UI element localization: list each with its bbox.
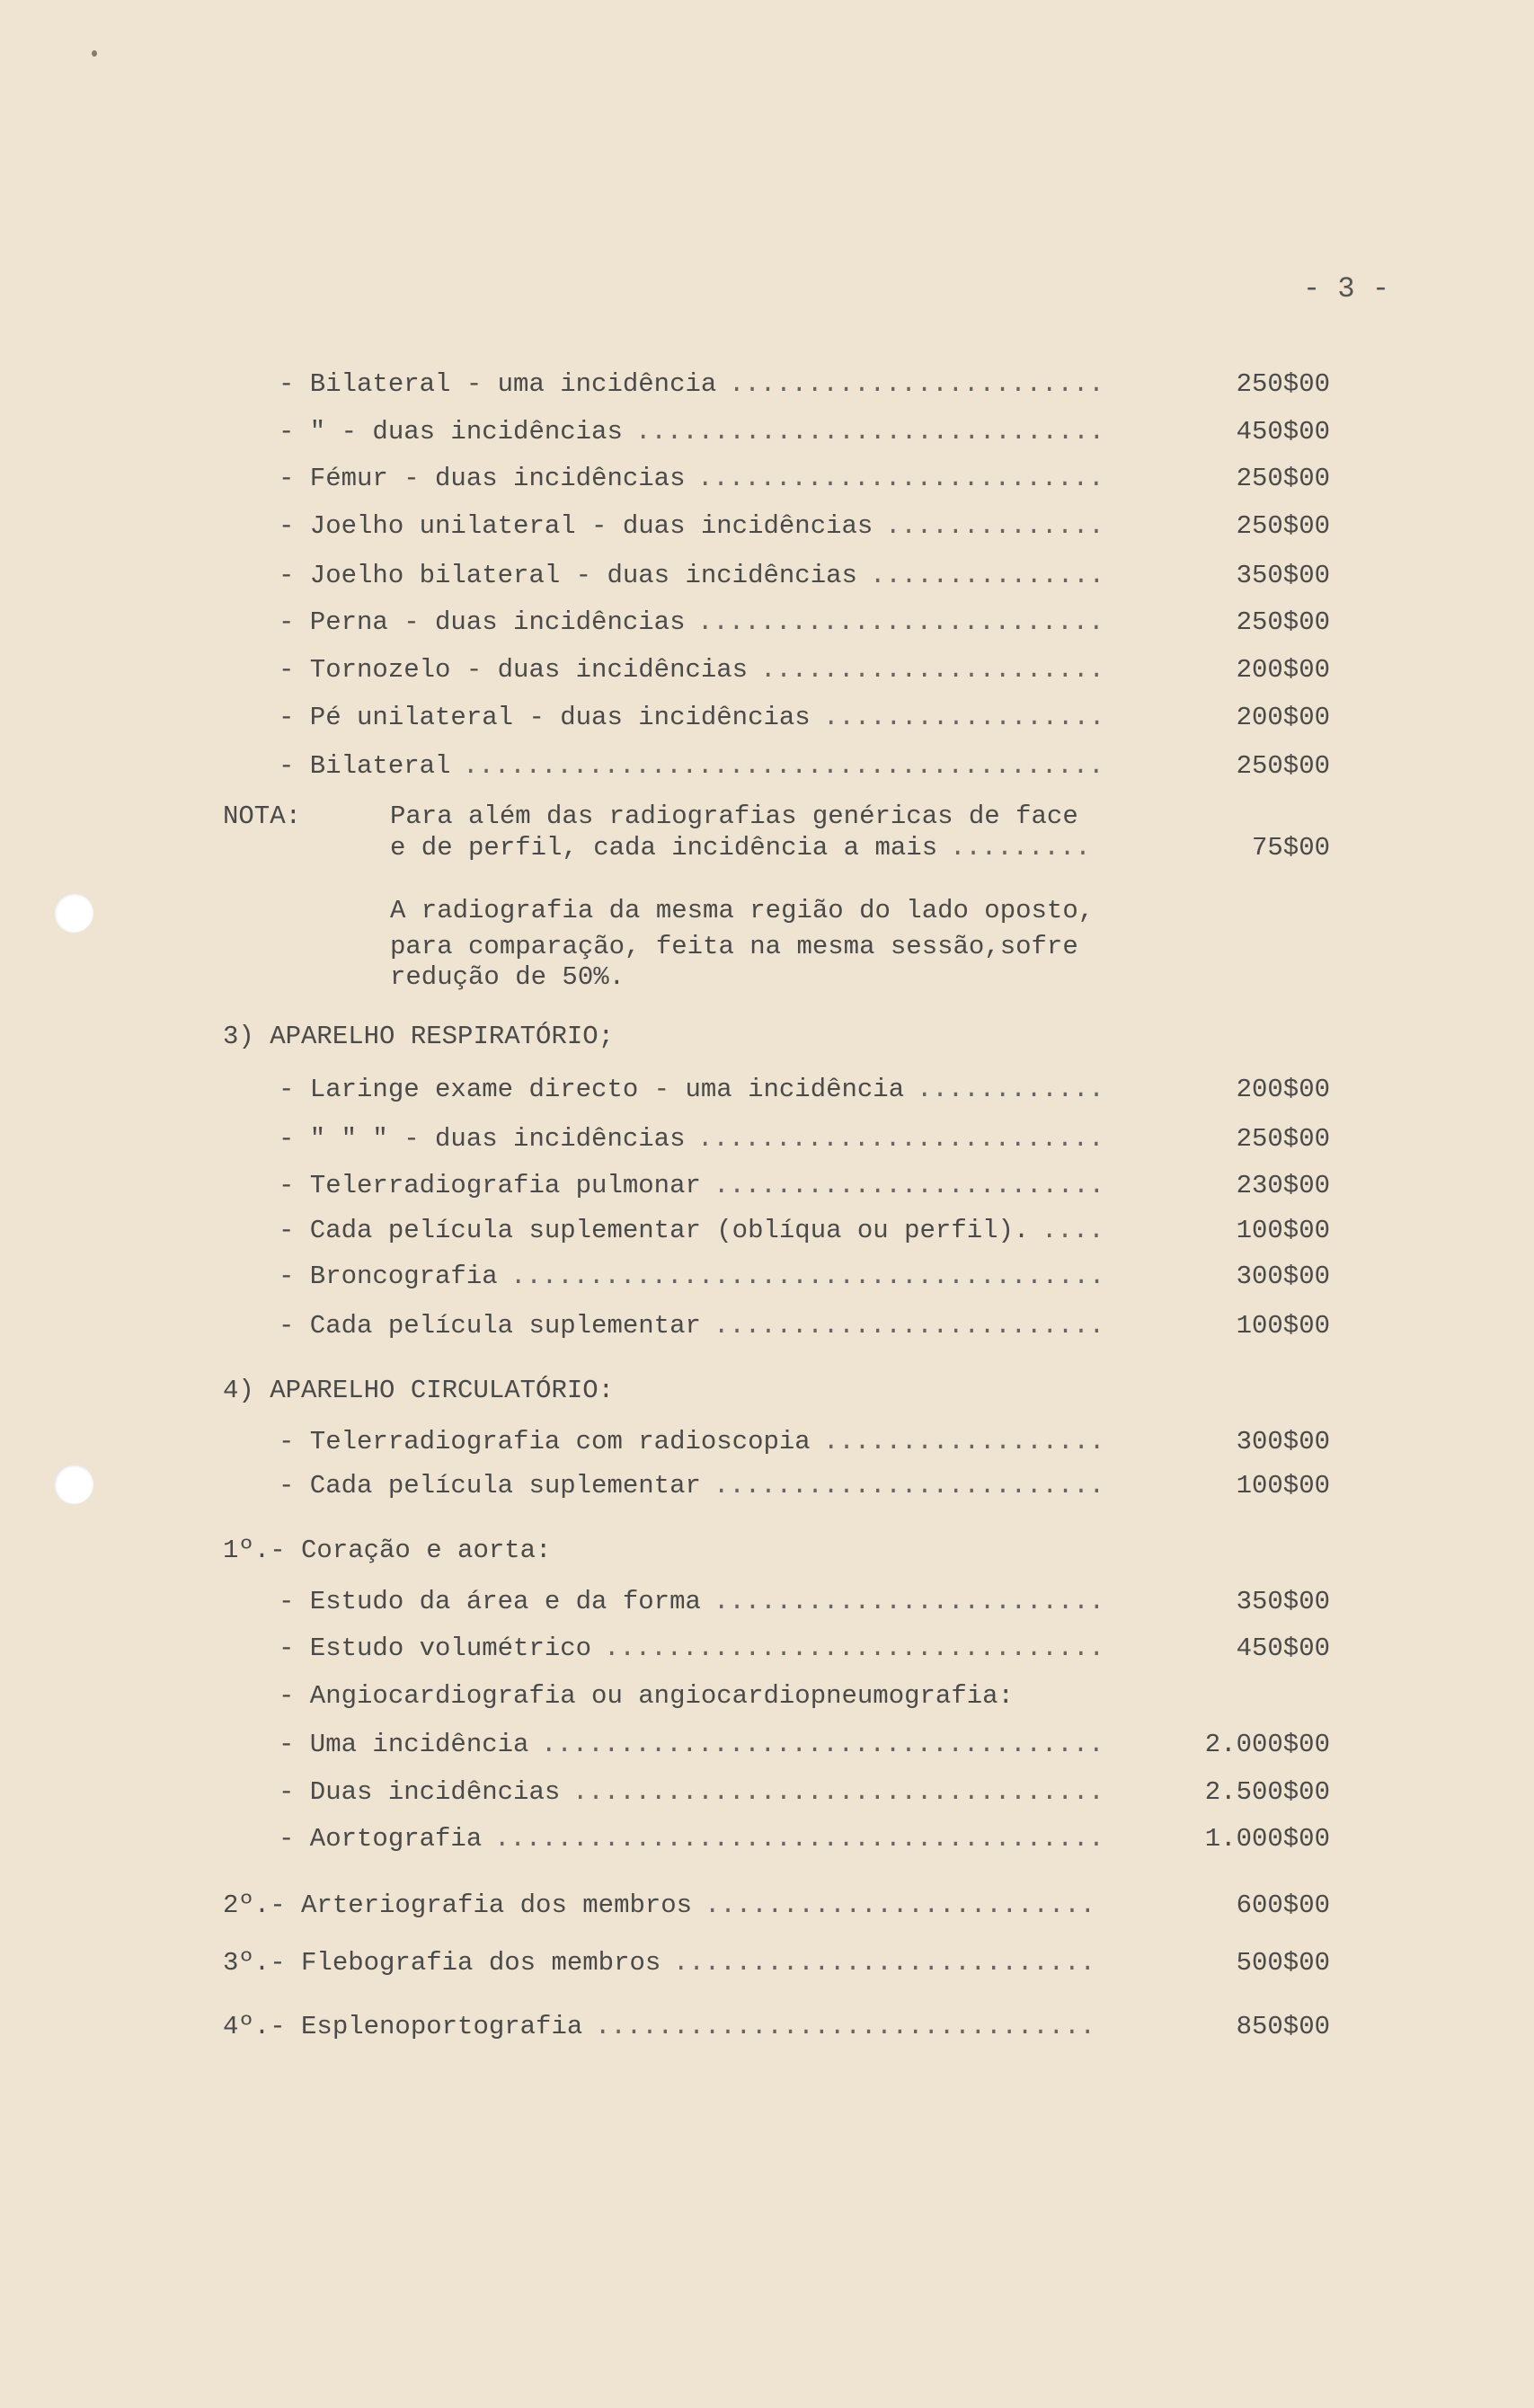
leader-dots: .......................... xyxy=(697,1124,1104,1154)
leader-dots: .............. xyxy=(885,511,1104,541)
list-item xyxy=(223,700,1333,736)
item-label: - Pé unilateral - duas incidências xyxy=(279,703,811,732)
leader-dots: ......................................... xyxy=(463,751,1104,781)
leader-dots: .... xyxy=(1042,1216,1104,1245)
leader-dots: ......... xyxy=(950,833,1091,863)
item-label: - Cada película suplementar xyxy=(279,1311,701,1341)
item-price: 200$00 xyxy=(1236,655,1330,685)
item-label: 3º.- Flebografia dos membros xyxy=(223,1948,661,1978)
leader-dots: ................................ xyxy=(604,1633,1104,1663)
item-label: - Bilateral - uma incidência xyxy=(279,369,717,399)
note-text-line: e de perfil, cada incidência a mais xyxy=(390,833,938,863)
item-price: 200$00 xyxy=(1236,703,1330,732)
leader-dots: .................................... xyxy=(541,1730,1104,1759)
item-label: - Joelho bilateral - duas incidências xyxy=(279,561,857,590)
leader-dots: .......................... xyxy=(697,464,1104,493)
note-paragraph-line: A radiografia da mesma região do lado oposto, xyxy=(390,896,1095,925)
item-label: - " " " - duas incidências xyxy=(279,1124,686,1154)
leader-dots: ....................................... xyxy=(494,1824,1104,1854)
list-item xyxy=(223,1308,1333,1344)
item-label: 4º.- Esplenoportografia xyxy=(223,2012,583,2041)
item-price: 100$00 xyxy=(1236,1311,1330,1341)
item-price: 100$00 xyxy=(1236,1471,1330,1501)
list-item xyxy=(223,461,1333,497)
list-item xyxy=(223,1072,1333,1108)
note-label: NOTA: xyxy=(223,801,302,831)
list-item xyxy=(223,652,1333,688)
leader-dots: ........................... xyxy=(673,1948,1095,1978)
item-label: - Fémur - duas incidências xyxy=(279,464,686,493)
leader-dots: ...................................... xyxy=(510,1262,1105,1291)
item-label: - Broncografia xyxy=(279,1262,498,1291)
leader-dots: ......................... xyxy=(714,1587,1105,1616)
item-label: - " - duas incidências xyxy=(279,417,623,447)
item-price: 350$00 xyxy=(1236,561,1330,590)
item-price: 450$00 xyxy=(1236,1633,1330,1663)
item-label: - Telerradiografia com radioscopia xyxy=(279,1427,811,1456)
ink-speck xyxy=(92,50,97,57)
item-label: - Cada película suplementar xyxy=(279,1471,701,1501)
leader-dots: ............ xyxy=(917,1075,1104,1104)
item-price: 450$00 xyxy=(1236,417,1330,447)
item-price: 250$00 xyxy=(1236,511,1330,541)
punch-hole-upper xyxy=(54,893,93,933)
leader-dots: .................................. xyxy=(572,1777,1104,1807)
item-label: - Estudo da área e da forma xyxy=(279,1587,701,1616)
leader-dots: ............... xyxy=(870,561,1105,590)
list-item xyxy=(223,1631,1333,1667)
item-price: 200$00 xyxy=(1236,1075,1330,1104)
note-price-line xyxy=(223,830,1333,866)
list-item xyxy=(223,748,1333,784)
note-text-line: Para além das radiografias genéricas de face xyxy=(390,801,1078,831)
item-price: 350$00 xyxy=(1236,1587,1330,1616)
leader-dots: ......................... xyxy=(714,1171,1105,1200)
item-price: 300$00 xyxy=(1236,1427,1330,1456)
leader-dots: .............................. xyxy=(635,417,1105,447)
item-label: - Laringe exame directo - uma incidência xyxy=(279,1075,905,1104)
angio-heading: - Angiocardiografia ou angiocardiopneumografia: xyxy=(279,1681,1014,1711)
item-price: 850$00 xyxy=(1236,2012,1330,2041)
numbered-item xyxy=(223,1945,1333,1981)
item-label: - Aortografia xyxy=(279,1824,483,1854)
list-item xyxy=(223,1259,1333,1295)
section-heading: 3) APARELHO RESPIRATÓRIO; xyxy=(223,1022,615,1051)
item-price: 300$00 xyxy=(1236,1262,1330,1291)
leader-dots: .................. xyxy=(823,1427,1105,1456)
list-item xyxy=(223,1821,1333,1857)
list-item xyxy=(223,558,1333,594)
punch-hole-lower xyxy=(54,1465,93,1504)
list-item xyxy=(223,1775,1333,1810)
item-price: 250$00 xyxy=(1236,464,1330,493)
list-item xyxy=(223,1584,1333,1620)
item-label: - Duas incidências xyxy=(279,1777,561,1807)
list-item xyxy=(223,1121,1333,1157)
item-price: 2.000$00 xyxy=(1204,1730,1330,1759)
item-price: 1.000$00 xyxy=(1204,1824,1330,1854)
section-heading: 4) APARELHO CIRCULATÓRIO: xyxy=(223,1376,615,1405)
leader-dots: .................. xyxy=(823,703,1105,732)
leader-dots: ......................... xyxy=(714,1471,1105,1501)
item-price: 2.500$00 xyxy=(1204,1777,1330,1807)
list-item xyxy=(223,1727,1333,1763)
list-item xyxy=(223,1213,1333,1249)
item-label: - Perna - duas incidências xyxy=(279,607,686,637)
item-price: 250$00 xyxy=(1236,751,1330,781)
leader-dots: ........................ xyxy=(729,369,1104,399)
note-paragraph-line: redução de 50%. xyxy=(390,962,625,992)
item-price: 250$00 xyxy=(1236,607,1330,637)
item-label: - Telerradiografia pulmonar xyxy=(279,1171,701,1200)
item-label: - Estudo volumétrico xyxy=(279,1633,592,1663)
leader-dots: ......................... xyxy=(714,1311,1105,1341)
item-price: 600$00 xyxy=(1236,1890,1330,1920)
item-label: 2º.- Arteriografia dos membros xyxy=(223,1890,693,1920)
leader-dots: ................................ xyxy=(595,2012,1095,2041)
list-item xyxy=(223,1168,1333,1204)
list-item xyxy=(223,1424,1333,1460)
numbered-item xyxy=(223,2009,1333,2045)
page-number: - 3 - xyxy=(1303,272,1390,305)
item-price: 100$00 xyxy=(1236,1216,1330,1245)
list-item xyxy=(223,605,1333,641)
list-item xyxy=(223,414,1333,450)
item-label: - Joelho unilateral - duas incidências xyxy=(279,511,873,541)
item-price: 250$00 xyxy=(1236,369,1330,399)
numbered-item xyxy=(223,1888,1333,1924)
item-price: 230$00 xyxy=(1236,1171,1330,1200)
item-label: - Bilateral xyxy=(279,751,451,781)
item-label: - Tornozelo - duas incidências xyxy=(279,655,749,685)
item-label: - Cada película suplementar (oblíqua ou perfil). xyxy=(279,1216,1030,1245)
list-item xyxy=(223,1468,1333,1504)
item-label: - Uma incidência xyxy=(279,1730,529,1759)
leader-dots: ......................... xyxy=(705,1890,1096,1920)
note-paragraph-line: para comparação, feita na mesma sessão,sofre xyxy=(390,932,1078,961)
leader-dots: ...................... xyxy=(760,655,1104,685)
item-price: 250$00 xyxy=(1236,1124,1330,1154)
item-price: 500$00 xyxy=(1236,1948,1330,1978)
leader-dots: .......................... xyxy=(697,607,1104,637)
note-price: 75$00 xyxy=(1251,833,1330,863)
list-item xyxy=(223,367,1333,403)
list-item xyxy=(223,509,1333,544)
subsection-heading: 1º.- Coração e aorta: xyxy=(223,1536,552,1565)
